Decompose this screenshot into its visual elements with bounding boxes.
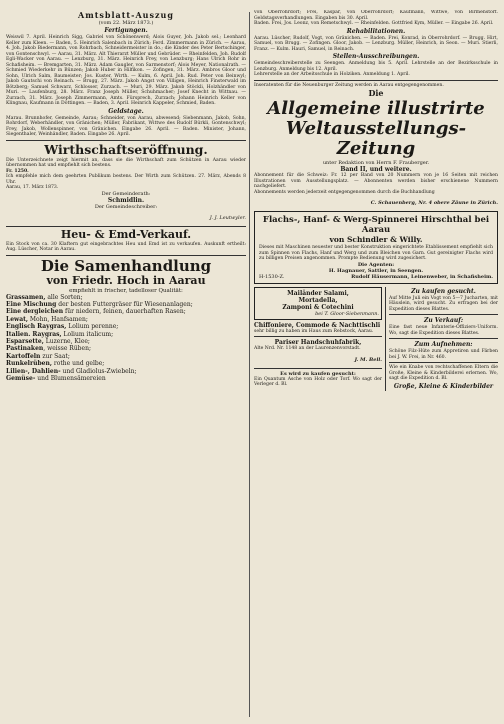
item-name: Runkelrüben, bbox=[6, 360, 52, 368]
chiff-body: sehr billig zu haben im Haus zum Rebstock, Aarau. bbox=[254, 328, 374, 334]
zeitung-note: Abonnements werden jederzeit entgegengenommen durch die Buchhandlung bbox=[254, 189, 435, 195]
spinnerei-title: Flachs-, Hanf- & Werg-Spinnerei Hirschthal bei Aarau bbox=[262, 215, 490, 235]
heu-title: Heu- & Emd-Verkauf. bbox=[60, 227, 192, 241]
spinnerei-footer bbox=[259, 274, 493, 280]
item-name: Italien. Raygras, bbox=[6, 330, 62, 338]
bottom-left-ads bbox=[254, 287, 386, 391]
wirthschaft-org: Der Gemeinderath: bbox=[101, 190, 151, 197]
wirthschaft-body: Die Unterzeichnete zeigt hiermit an, dass sie die Wirthschaft zum Schützen in Aarau wieder übernommen hat und empfiehlt sich bestens. bbox=[6, 157, 246, 168]
list-item bbox=[6, 316, 246, 323]
pariser-signature: J. M. Bell. bbox=[354, 356, 382, 363]
list-item bbox=[6, 294, 246, 301]
divider bbox=[389, 338, 498, 339]
bottom-right-ads bbox=[386, 287, 498, 391]
spinnerei-agent2: Rudolf Häusermann, Leinenweber, in Schafisheim. bbox=[351, 273, 493, 280]
pariser-address: Alte Nrd. Nr. 1148 an der Laurenzenvorstadt. bbox=[254, 346, 361, 351]
amtsblatt-body: Weiswil 7. April. Heinrich Sigg, Gabriel von Schönenwerd; Alois Guyer, Joh. Jakob sel.; Leonhard Keller zum Kleen. — Baden, 5. Heinrich Salenbach in Zürich; Ferd. Zimmermann in Zürich. — Aarau, 4. Joh. Jakob Biedermann, von Rohrbach, Schneidermeister in do.; die Kinder des Peter Bertschinger, von Gontenschwyl. — Aarau, 31. März. Alt Thierarzt Müller und Gebrüder. — Rheinfelden, Joh. Rudolf Egli-Wacker von Aarau. — Lenzburg, 31. März. Heinrich Frey, von Lenzburg; Hans Ulrich Rohr in Schafisheim. — Bremgarten, 31. März. Adam Gaugler, von Sarmenstorf; Alois Meyer, Nationalrath. — Schmied Wiederkehr in Bünzen; Jakob Huber in Hilfikon. — Zofingen, 31. März. Ambros Gloor und Sohn, Ulrich Salm, Baumeister; Jos. Kuster, Wirth. — Kulm, 6. April. Joh. Rud. Peter von Beinwyl; Jakob Gautschi von Reinach. — Brugg, 27. März. Jakob Angst von Villigen, Heinrich Finsterwald im Bötzberg; Samuel Schwarz, Schlosser, Zurzach. — Muri, 29. März. Jakob Stöckli, Holzhändler von Muri. — Laufenburg, 28. März. Franz Joseph Müller, Schuhmacher; Josef Knecht in Wittnau. — Zurzach, 31. März. Joseph Zimmermann, Amts. Fürsprech, Zurzach; Johann Heinrich Keller von Klingnau, Kaufmann in Döttingen. — Baden, 3. April. Heinrich Kappeler, Schmied, Baden. bbox=[6, 35, 246, 106]
list-item bbox=[6, 308, 246, 315]
item-name: Kartoffeln bbox=[6, 352, 41, 360]
wirthschaft-office: Der Gemeindeschreiber: bbox=[94, 203, 158, 210]
right-top-body: von Oberrohrdorf; Frei, Kaspar, von Oberrohrdorf; Kaufmann, Wittwe, von Birmenstorf. Geldstagsverhandlungen. Eingaben bis 30. April. bbox=[254, 10, 498, 21]
item-name: Englisch Raygras, bbox=[6, 323, 67, 331]
zeitung-intro: Inseratenten für die Neuenburger Zeitung werden in Aarau entgegengenommen. bbox=[254, 82, 444, 88]
item-name: Lilien-, Dahlien- bbox=[6, 367, 61, 375]
gesucht-title: Es wird zu kaufen gesucht: bbox=[280, 370, 356, 377]
zu-kaufen-title: Zu kaufen gesucht. bbox=[411, 287, 476, 295]
divider bbox=[6, 255, 246, 256]
list-item bbox=[6, 353, 246, 360]
item-name: Eine Mischung bbox=[6, 300, 57, 308]
item-text: Mohn, Hanfsamen; bbox=[29, 315, 88, 323]
aufnehmen-body: Schöne Filz-Hüte zum Appretiren und Färben bei J. W. Frei, in Nr. 460. bbox=[389, 349, 498, 360]
verkauf-title: Zu Verkauf: bbox=[423, 317, 464, 324]
salami-box bbox=[254, 287, 382, 320]
wirthschaft-signature: J. J. Leutwyler. bbox=[209, 214, 246, 221]
item-text: Lolium italicum; bbox=[63, 330, 114, 338]
zeitung-body: Abonnement für die Schweiz: Fr. 12 per Band von 20 Nummern von je 16 Seiten mit reichen Illustrationen vom Ausstellungsplatz. — Abonnenten werden bisher erschienene Nummern nachgeliefert. bbox=[254, 173, 498, 189]
salami-line4: bei T. Gloor-Siebenmann. bbox=[315, 310, 379, 317]
geldstage-subtitle: Geldstage. bbox=[108, 107, 144, 115]
item-name: Eine dergleichen bbox=[6, 308, 64, 316]
list-item bbox=[6, 368, 246, 375]
bilder-title: Große, Kleine & Kinderbilder bbox=[393, 382, 494, 390]
rehab-body: Aarau. Lüscher, Rudolf, Vogt, von Gränichen. — Baden. Frei, Konrad, in Oberrohrdorf. — Brugg. Hirt, Samuel, von Brugg. — Zofingen. Gloor, Jakob. — Lenzburg. Müller, Heinrich, in Seon. — Muri. Stierli, Franz. — Kulm. Hauri, Samuel, in Reinach. bbox=[254, 35, 498, 52]
zu-kaufen-body: Auf Mitte Juli ein Vogt von 5—7 Jucharten, mit Häuslein, wird gesucht. Zu erfragen bei der Expedition dieses Blattes. bbox=[389, 295, 498, 312]
item-text: Lolium perenne; bbox=[68, 323, 119, 331]
item-name: Gemüse- bbox=[6, 374, 36, 382]
zeitung-volume: Band II, und weitere. bbox=[340, 166, 412, 173]
spinnerei-subtitle: von Schindler & Willy. bbox=[329, 235, 423, 244]
bottom-ads bbox=[254, 287, 498, 391]
divider bbox=[254, 368, 382, 369]
divider bbox=[254, 80, 498, 81]
samen-title: Die Samenhandlung bbox=[40, 256, 212, 275]
heu-body: Ein Stock von ca. 30 Klaftern gut eingebrachtes Heu und Emd ist zu verkaufen. Auskunft ertheilt: Aug. Lüscher, Notar in Aarau. bbox=[6, 241, 246, 252]
lehr-body: Lehrerstelle an der Arbeitsschule in Holziken. Anmeldung 1. April. bbox=[254, 72, 410, 77]
zeitung-publisher: C. Schauenberg, Nr. 4 obere Zäune in Zürich. bbox=[370, 200, 498, 206]
spinnerei-code: H-1530-Z. bbox=[259, 273, 285, 280]
list-item bbox=[6, 331, 246, 338]
item-name: Lewat, bbox=[6, 315, 28, 323]
spinnerei-box bbox=[254, 211, 498, 284]
salami-line1: Mailänder Salami, bbox=[287, 289, 349, 297]
samen-intro: empfiehlt in frischer, tadelloser Qualität: bbox=[69, 287, 183, 294]
item-text: und Gladiolus-Zwiebeln; bbox=[62, 367, 137, 375]
item-text: Luzerne, Klee; bbox=[45, 337, 90, 345]
spinnerei-agents-title: Die Agenten: bbox=[357, 261, 395, 268]
item-text: und Blumensämereien bbox=[37, 374, 106, 382]
samen-subtitle: von Friedr. Hoch in Aarau bbox=[46, 273, 206, 287]
item-text: der besten Futtergräser für Wiesenanlagen; bbox=[58, 300, 193, 308]
item-text: für niedern, feinen, dauerhaften Rasen; bbox=[64, 308, 186, 316]
rehab-title: Rehabilitationen. bbox=[346, 27, 406, 35]
amtsblatt-section bbox=[6, 10, 246, 34]
list-item bbox=[6, 345, 246, 352]
left-column bbox=[6, 10, 246, 720]
salami-line3: Zamponi & Cotechini bbox=[282, 303, 354, 311]
geldstage-body: Marau. Brunnhofer, Gemeinde, Aarau; Schneider, von Aarau, abwesend; Siebenmann, Jakob, Sohn, Rohrdorf, Weberhändler, von Gränichen; Müller, Fabrikant, Wittwe des Rudolf Bürkli, Gontenschwyl; Frey, Jakob, Wollenspinner, von Gränichen. Eingabe 26. April. — Baden. Minister, Johann, Siegenthaler, Weinhändler, Baden. Eingabe 26. April. bbox=[6, 115, 246, 137]
divider bbox=[389, 362, 498, 363]
chiff-title: Chiffoniere, Commode & Nachttischli bbox=[254, 321, 381, 329]
zeitung-editor: unter Redaktion von Herrn F. Frauberger. bbox=[322, 160, 430, 166]
list-item bbox=[6, 338, 246, 345]
list-item bbox=[6, 375, 246, 382]
list-item bbox=[6, 301, 246, 308]
item-name: Esparsette, bbox=[6, 337, 44, 345]
right-column bbox=[254, 10, 498, 720]
item-text: rothe und gelbe; bbox=[53, 360, 105, 368]
gesucht-body: Ein Quantum Asche von Holz oder Torf. Wo sagt der Verleger d. Bl. bbox=[254, 376, 382, 387]
item-text: , weisse Rüben; bbox=[43, 345, 91, 353]
spinnerei-body: Dieses mit Maschinen neuester und bester Konstruktion eingerichtete Etablissement empfiehlt sich zum Spinnen von Flachs, Hanf und Werg und zum Bleichen von Garn. Gut gereinigter Flachs wird zu billigen Preisen angenommen. Prompte Bedienung wird zugesichert. bbox=[259, 245, 493, 261]
wirthschaft-date: Aarau, 17. März 1873. bbox=[6, 185, 59, 190]
item-text: alle Sorten; bbox=[47, 293, 83, 301]
wirthschaft-body2: Ich empfehle mich dem geehrten Publikum bestens. Der Wirth zum Schützen. 27. März, Abends 8 Uhr. bbox=[6, 174, 246, 185]
spinnerei-agent1: H. Hagnauer, Sattler, in Seengen. bbox=[328, 267, 424, 274]
amtsblatt-title: Amtsblatt-Auszug bbox=[78, 10, 174, 20]
verkauf-body: Eine fast neue Infanterie-Offiziers-Uniform. Wo, sagt die Expedition dieses Blattes. bbox=[389, 325, 498, 336]
divider bbox=[6, 226, 246, 227]
zeitung-title: Allgemeine illustrirte Weltausstellungs-Zeitung bbox=[267, 98, 485, 159]
samen-list bbox=[6, 294, 246, 383]
bilder-body: Wie ein Knabe von rechtschaffenen Eltern die Große, Kleine & Kinderbilderei erlernen. Wo, sagt die Expedition d. Bl. bbox=[389, 365, 498, 381]
divider bbox=[6, 140, 246, 141]
item-name: Grassamen, bbox=[6, 293, 46, 301]
salami-line2: Mortadella, bbox=[298, 296, 338, 304]
right-top-body2: Baden. Frei, Jos. Leonz, von Remetschwyl. — Rheinfelden. Gottfried Kym, Müller. — Eingabe 26. April. bbox=[254, 21, 494, 26]
divider bbox=[389, 314, 498, 315]
aufnehmen-title: Zum Aufnehmen: bbox=[414, 341, 473, 348]
amtsblatt-subtitle: Fertigungen. bbox=[104, 27, 148, 34]
wirthschaft-price: Fr. 1250. bbox=[6, 168, 29, 174]
stellen-title: Stellen-Ausschreibungen. bbox=[332, 53, 420, 60]
zeitung-die: Die bbox=[368, 88, 384, 98]
wirthschaft-title: Wirthschaftseröffnung. bbox=[44, 141, 208, 157]
divider bbox=[254, 336, 382, 337]
amtsblatt-date: (vom 22. März 1873.) bbox=[98, 20, 154, 26]
wirthschaft-name: Schmidlin. bbox=[107, 196, 145, 204]
list-item bbox=[6, 323, 246, 330]
item-name: Pastinaken bbox=[6, 345, 44, 353]
column-divider bbox=[249, 12, 250, 717]
list-item bbox=[6, 360, 246, 367]
stellen-body: Gemeindeschreiberstelle zu Seengen. Anmeldung bis 5. April. Lehrstelle an der Bezirksschule in Lenzburg. Anmeldung bis 12. April. bbox=[254, 61, 498, 72]
pariser-title: Pariser Handschuhfabrik, bbox=[274, 339, 362, 346]
item-text: zur Saat; bbox=[42, 352, 70, 360]
